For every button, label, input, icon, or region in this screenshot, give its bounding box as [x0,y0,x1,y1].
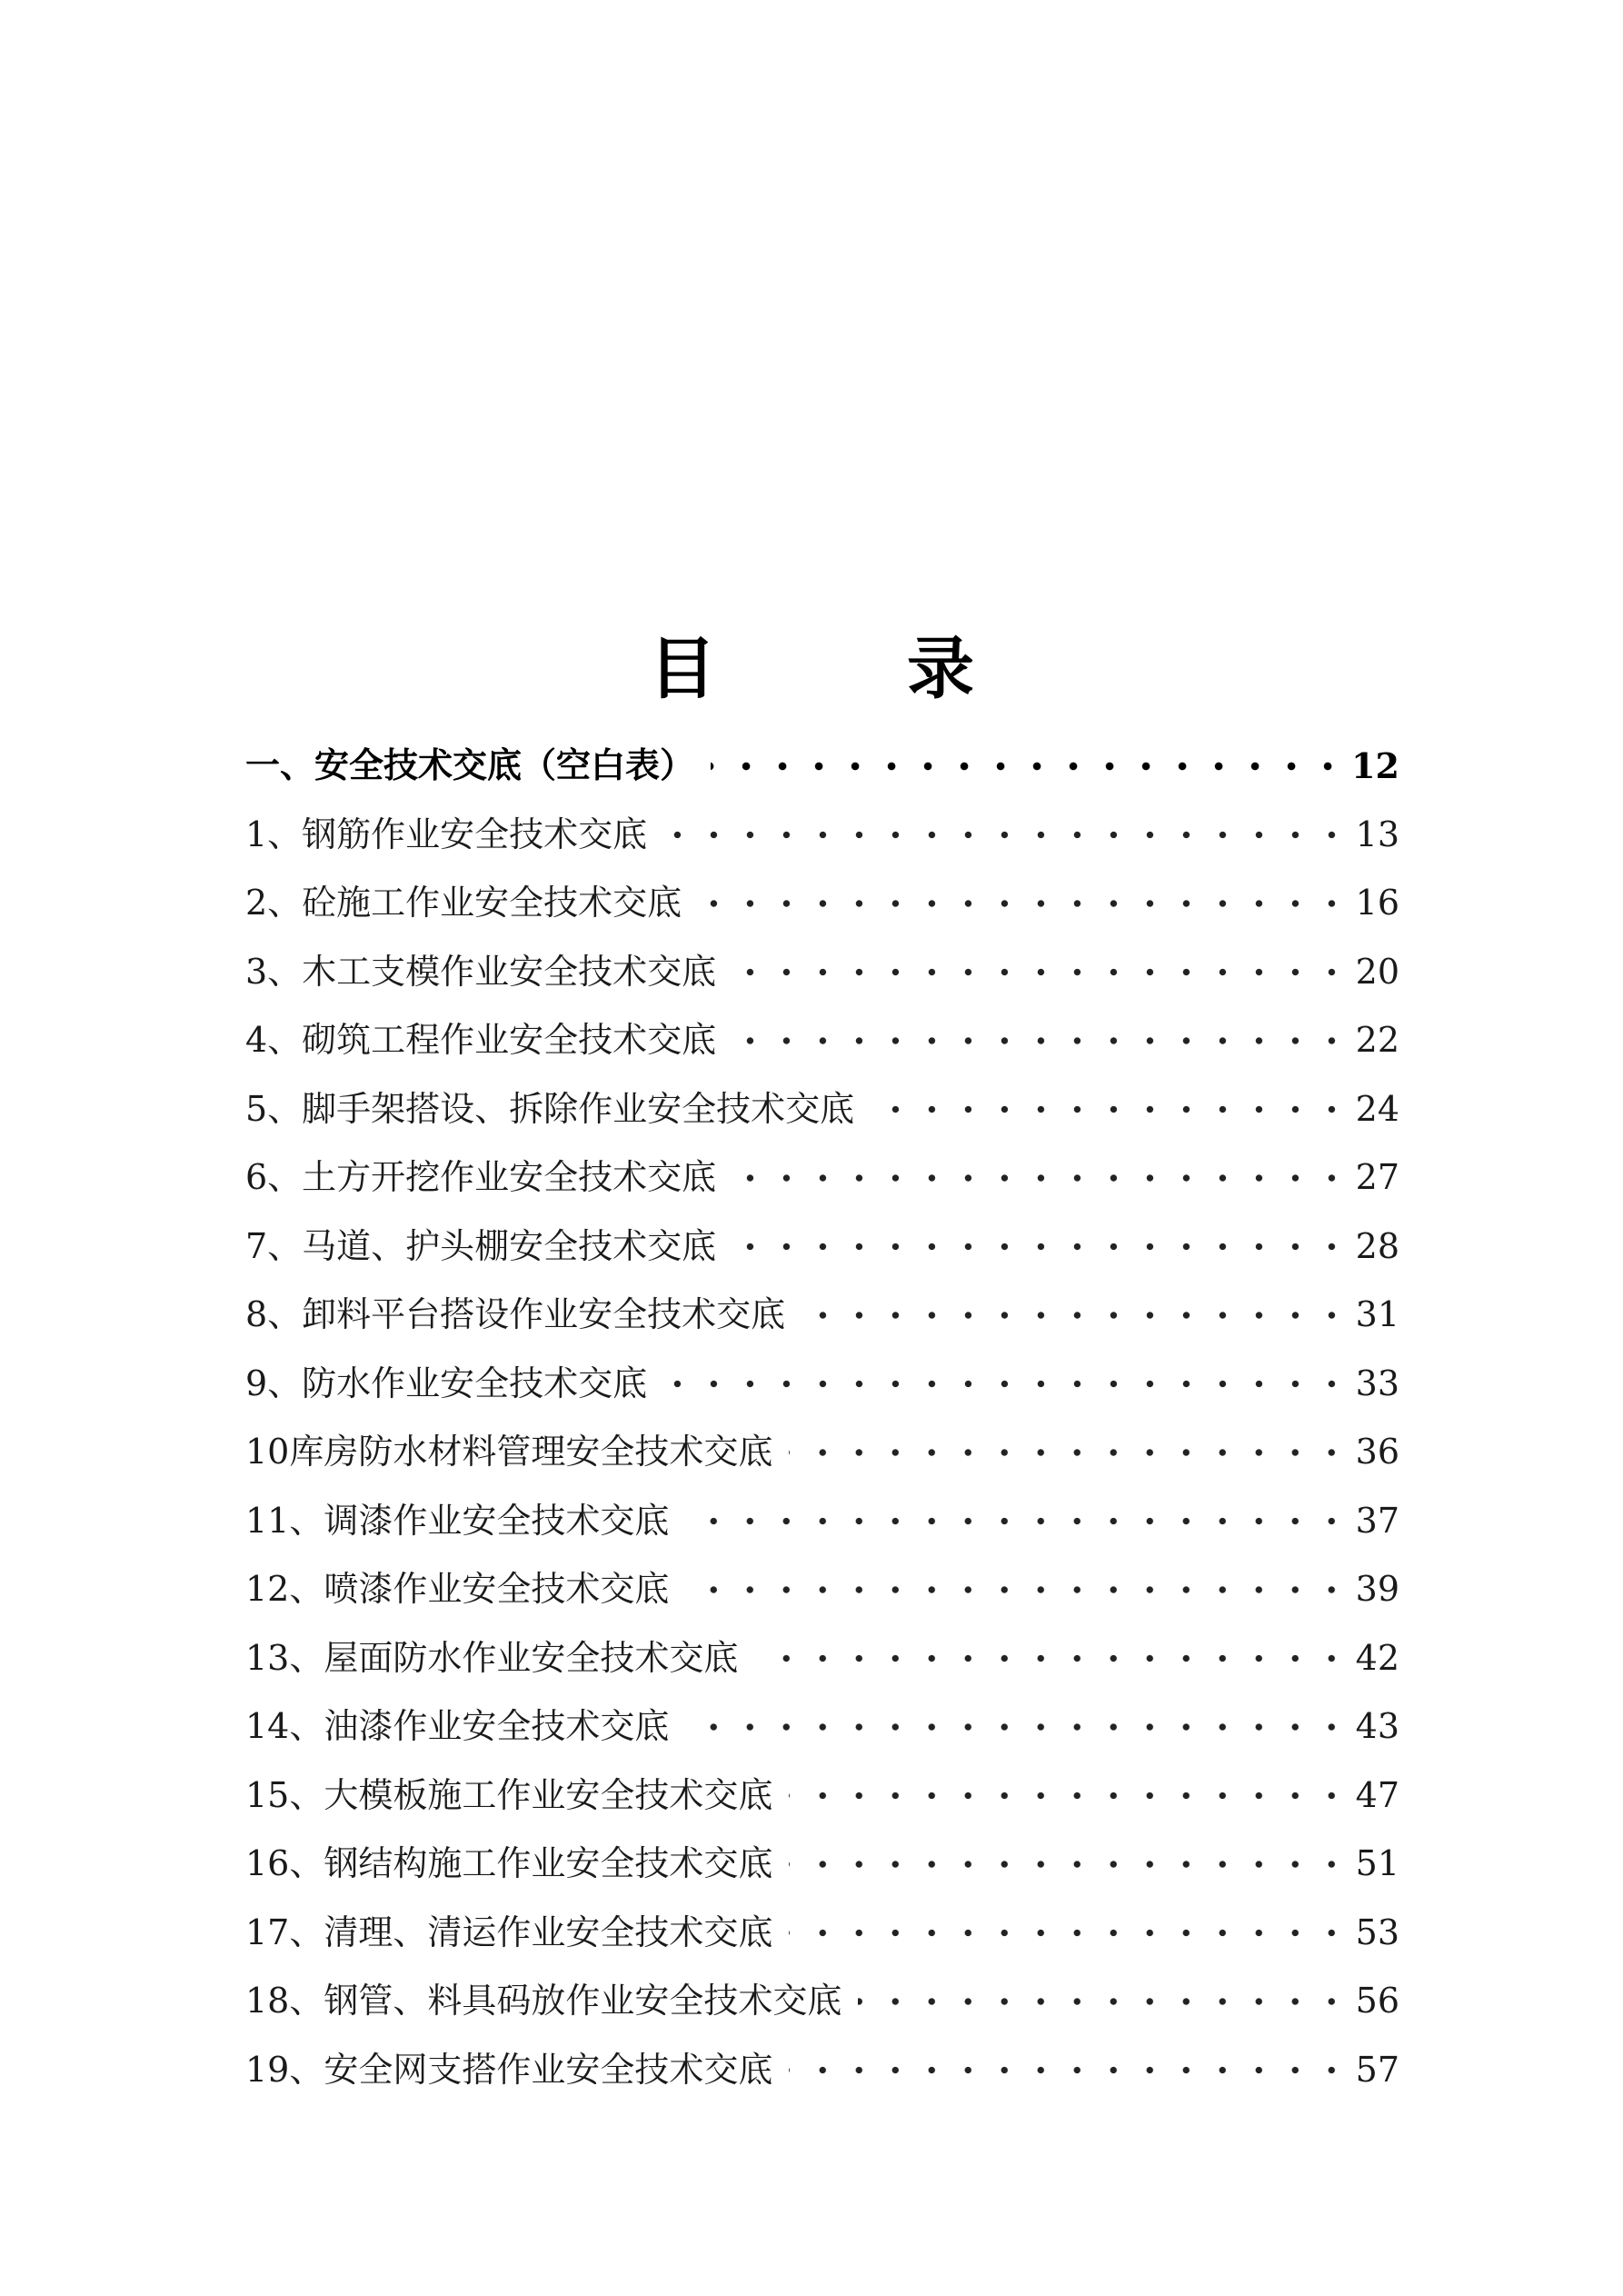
toc-entry-page-number: 12 [1351,745,1399,786]
toc-entry-label: 18、钢管、料具码放作业安全技术交底 [245,1981,842,2021]
toc-entry-label: 19、安全网支搭作业安全技术交底 [245,2049,773,2090]
toc-dot-leader [732,1006,1349,1075]
toc-entry-label: 14、油漆作业安全技术交底 [245,1706,670,1746]
toc-dot-leader [858,1967,1349,2036]
toc-entry-label: 17、清理、清运作业安全技术交底 [245,1912,773,1952]
toc-dot-leader [663,1350,1349,1419]
toc-entry-page-number: 36 [1355,1432,1399,1472]
toc-dot-leader [789,2036,1349,2105]
toc-entry-page-number: 42 [1355,1637,1399,1678]
toc-dot-leader [754,1624,1349,1693]
toc-entry[interactable] [245,1006,1399,1075]
toc-entry-label: 10库房防水材料管理安全技术交底 [245,1432,773,1472]
toc-dot-leader [711,732,1346,801]
toc-dot-leader [732,1143,1349,1213]
title-char-2: 录 [907,630,974,708]
toc-entry-page-number: 57 [1355,2049,1399,2090]
toc-dot-leader [789,1830,1349,1899]
toc-entry-page-number: 33 [1355,1363,1399,1403]
toc-entry-page-number: 43 [1355,1706,1399,1746]
toc-entry[interactable] [245,1762,1399,1831]
toc-entry-label: 9、防水作业安全技术交底 [245,1363,648,1403]
toc-entry[interactable] [245,1830,1399,1899]
toc-entry[interactable] [245,1487,1399,1556]
toc-entry[interactable] [245,1899,1399,1968]
toc-entry-page-number: 28 [1355,1225,1399,1266]
toc-entry-page-number: 39 [1355,1569,1399,1609]
toc-entry-page-number: 51 [1355,1843,1399,1883]
toc-dot-leader [685,1692,1349,1762]
toc-entry-label: 8、卸料平台搭设作业安全技术交底 [245,1294,786,1334]
toc-entry[interactable] [245,1281,1399,1350]
toc-dot-leader [685,1555,1349,1624]
toc-dot-leader [685,1487,1349,1556]
toc-entry-page-number: 13 [1355,814,1399,854]
toc-entry[interactable] [245,1967,1399,2036]
toc-entry-label: 5、脚手架搭设、拆除作业安全技术交底 [245,1088,855,1129]
toc-entry[interactable] [245,1624,1399,1693]
toc-dot-leader [789,1418,1349,1487]
toc-dot-leader [871,1075,1349,1144]
toc-entry-page-number: 56 [1355,1981,1399,2021]
toc-dot-leader [732,938,1349,1007]
toc-dot-leader [698,869,1349,938]
toc-entry-page-number: 22 [1355,1020,1399,1060]
toc-entry-page-number: 53 [1355,1912,1399,1952]
toc-entry-label: 4、砌筑工程作业安全技术交底 [245,1020,717,1060]
toc-entry-page-number: 20 [1355,951,1399,992]
toc-entry-label: 一、安全技术交底（空白表） [245,745,695,785]
toc-entry-label: 3、木工支模作业安全技术交底 [245,951,717,992]
toc-entry-label: 11、调漆作业安全技术交底 [245,1500,670,1541]
toc-dot-leader [789,1899,1349,1968]
toc-dot-leader [732,1213,1349,1282]
toc-entry[interactable] [245,1555,1399,1624]
toc-entry-label: 7、马道、护头棚安全技术交底 [245,1225,717,1266]
table-of-contents [245,732,1399,2104]
page-title [0,618,1623,709]
toc-entry-label: 2、砼施工作业安全技术交底 [245,883,682,923]
toc-entry[interactable] [245,1692,1399,1762]
toc-entry[interactable] [245,2036,1399,2105]
toc-entry-label: 1、钢筋作业安全技术交底 [245,814,648,854]
toc-dot-leader [663,801,1349,870]
toc-dot-leader [789,1762,1349,1831]
toc-entry-label: 12、喷漆作业安全技术交底 [245,1569,670,1609]
toc-entry[interactable] [245,1143,1399,1213]
toc-entry[interactable] [245,732,1399,801]
toc-entry-label: 13、屋面防水作业安全技术交底 [245,1637,739,1678]
toc-entry-page-number: 24 [1355,1088,1399,1129]
toc-entry-page-number: 47 [1355,1774,1399,1815]
toc-entry[interactable] [245,1350,1399,1419]
toc-entry-label: 6、土方开挖作业安全技术交底 [245,1157,717,1197]
toc-entry-page-number: 16 [1355,883,1399,923]
toc-entry-page-number: 31 [1355,1294,1399,1334]
toc-entry[interactable] [245,801,1399,870]
toc-entry-page-number: 37 [1355,1500,1399,1541]
toc-entry-label: 15、大模板施工作业安全技术交底 [245,1774,773,1815]
toc-entry[interactable] [245,1213,1399,1282]
toc-dot-leader [802,1281,1349,1350]
toc-entry-label: 16、钢结构施工作业安全技术交底 [245,1843,773,1883]
toc-entry[interactable] [245,1075,1399,1144]
toc-entry[interactable] [245,938,1399,1007]
toc-entry[interactable] [245,869,1399,938]
toc-entry-page-number: 27 [1355,1157,1399,1197]
title-char-1: 目 [649,630,716,708]
toc-entry[interactable] [245,1418,1399,1487]
